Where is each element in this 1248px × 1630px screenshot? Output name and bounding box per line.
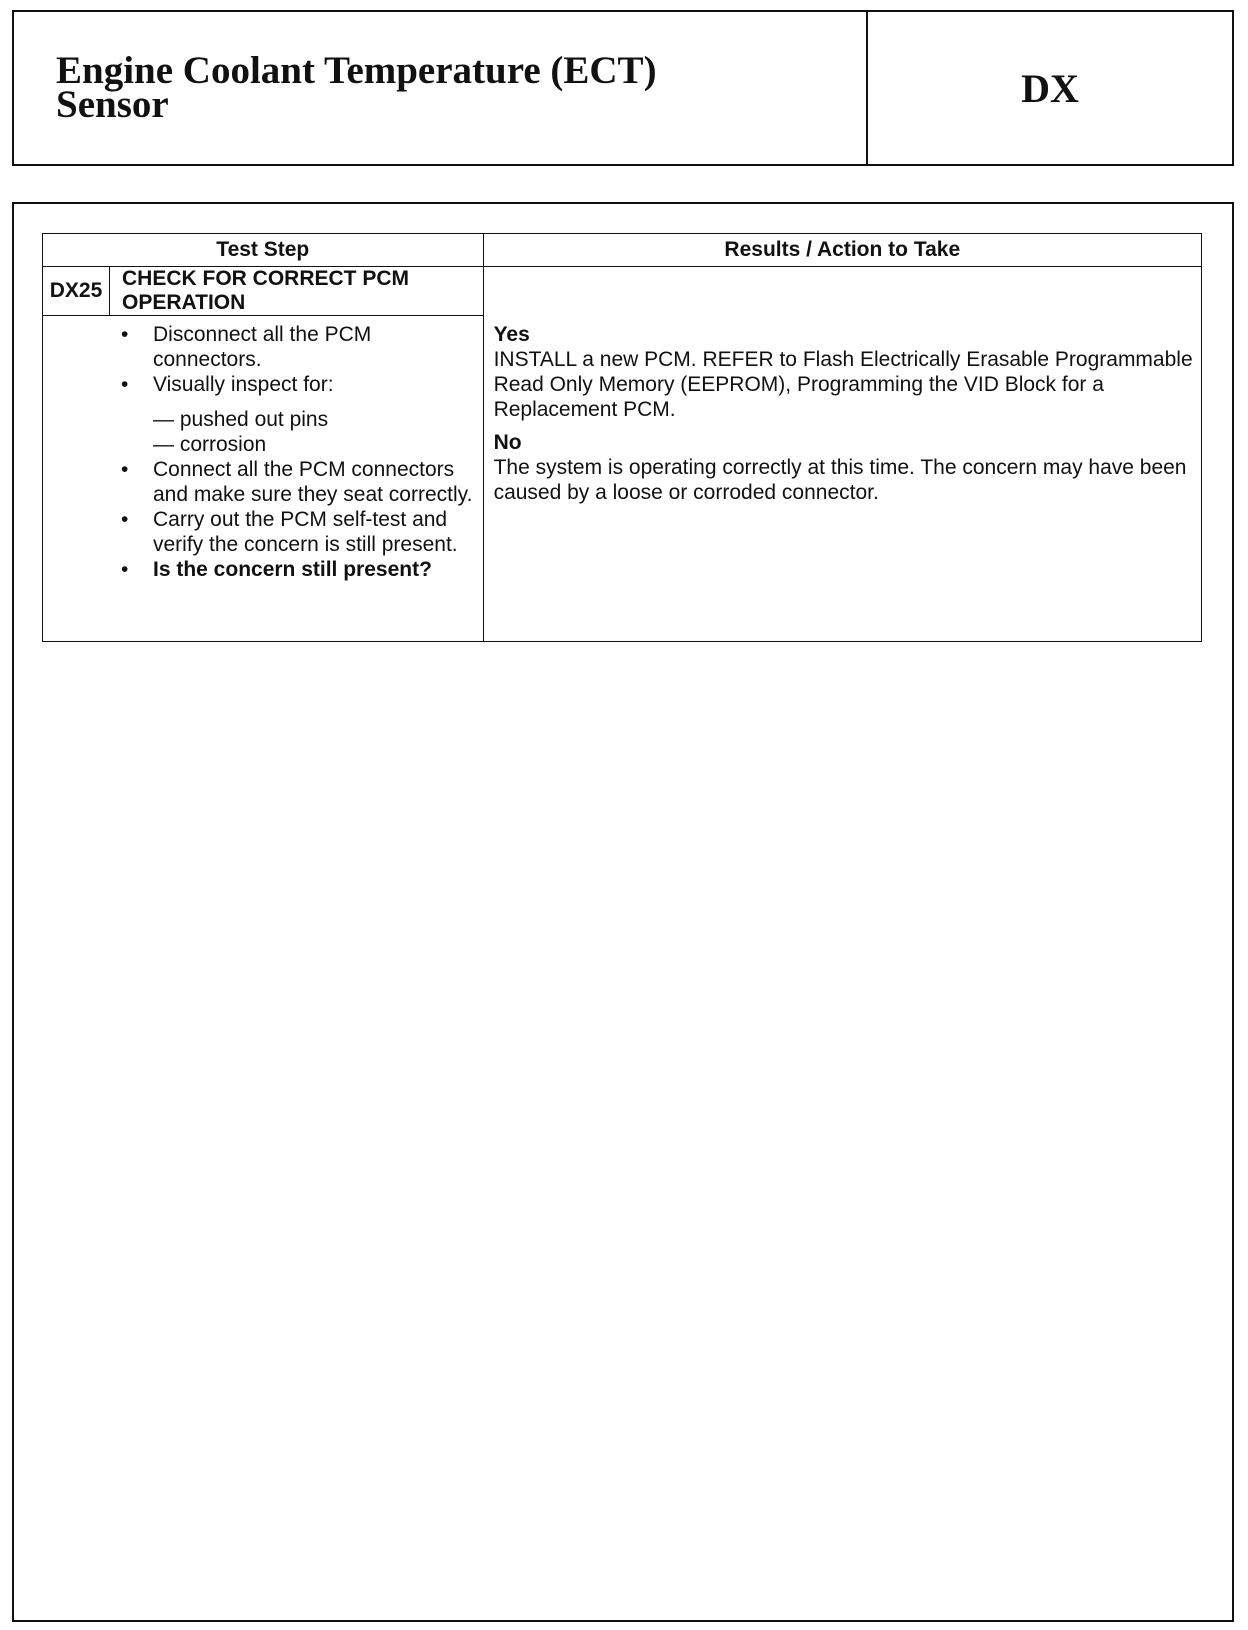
- list-item: [117, 457, 483, 507]
- instruction-list: [117, 322, 483, 582]
- bullet-icon: •: [121, 508, 129, 531]
- page-title-line1: Engine Coolant Temperature (ECT): [56, 49, 657, 92]
- test-step-header: Test Step: [43, 234, 484, 267]
- instruction-text: Visually inspect for:: [153, 373, 334, 396]
- page-title-line2: Sensor: [56, 83, 169, 126]
- table-header-row: [43, 234, 1202, 267]
- yes-label: Yes: [493, 322, 530, 346]
- instruction-text: Carry out the PCM self-test and verify the concern is still present.: [153, 508, 458, 556]
- instruction-text: Disconnect all the PCM connectors.: [153, 323, 372, 371]
- results-header: Results / Action to Take: [483, 234, 1201, 267]
- step-title: CHECK FOR CORRECT PCM OPERATION: [110, 267, 484, 316]
- bullet-icon: •: [121, 323, 129, 346]
- bullet-icon: •: [121, 458, 129, 481]
- step-id: DX25: [43, 267, 110, 316]
- sub-list-item: — corrosion: [153, 433, 267, 456]
- sub-list-item: — pushed out pins: [153, 408, 329, 431]
- instruction-question: Is the concern still present?: [153, 558, 432, 581]
- sub-list: [153, 407, 483, 457]
- page-title: [14, 12, 868, 164]
- bullet-icon: •: [121, 558, 129, 581]
- test-step-table: [42, 233, 1202, 642]
- step-title-row: [43, 267, 1202, 316]
- no-action: The system is operating correctly at this time. The concern may have been caused by a loose or corroded connector.: [493, 455, 1187, 504]
- list-item: [117, 322, 483, 372]
- content-panel: [12, 202, 1234, 1622]
- bullet-icon: •: [121, 373, 129, 396]
- section-code: DX: [1021, 65, 1079, 111]
- results-cell: [483, 316, 1201, 642]
- yes-action: INSTALL a new PCM. REFER to Flash Electrically Erasable Programmable Read Only Memory (EEPROM), Programming the VID Block for a Replacement PCM.: [493, 347, 1193, 421]
- no-label: No: [493, 430, 522, 454]
- step-body-row: [43, 316, 1202, 642]
- page-header: [12, 10, 1234, 166]
- step-instructions: [43, 316, 484, 642]
- list-item: [117, 507, 483, 557]
- instruction-text: Connect all the PCM connectors and make sure they seat correctly.: [153, 458, 473, 506]
- list-item: [117, 557, 483, 582]
- results-spacer: [483, 267, 1201, 316]
- list-item: [117, 372, 483, 457]
